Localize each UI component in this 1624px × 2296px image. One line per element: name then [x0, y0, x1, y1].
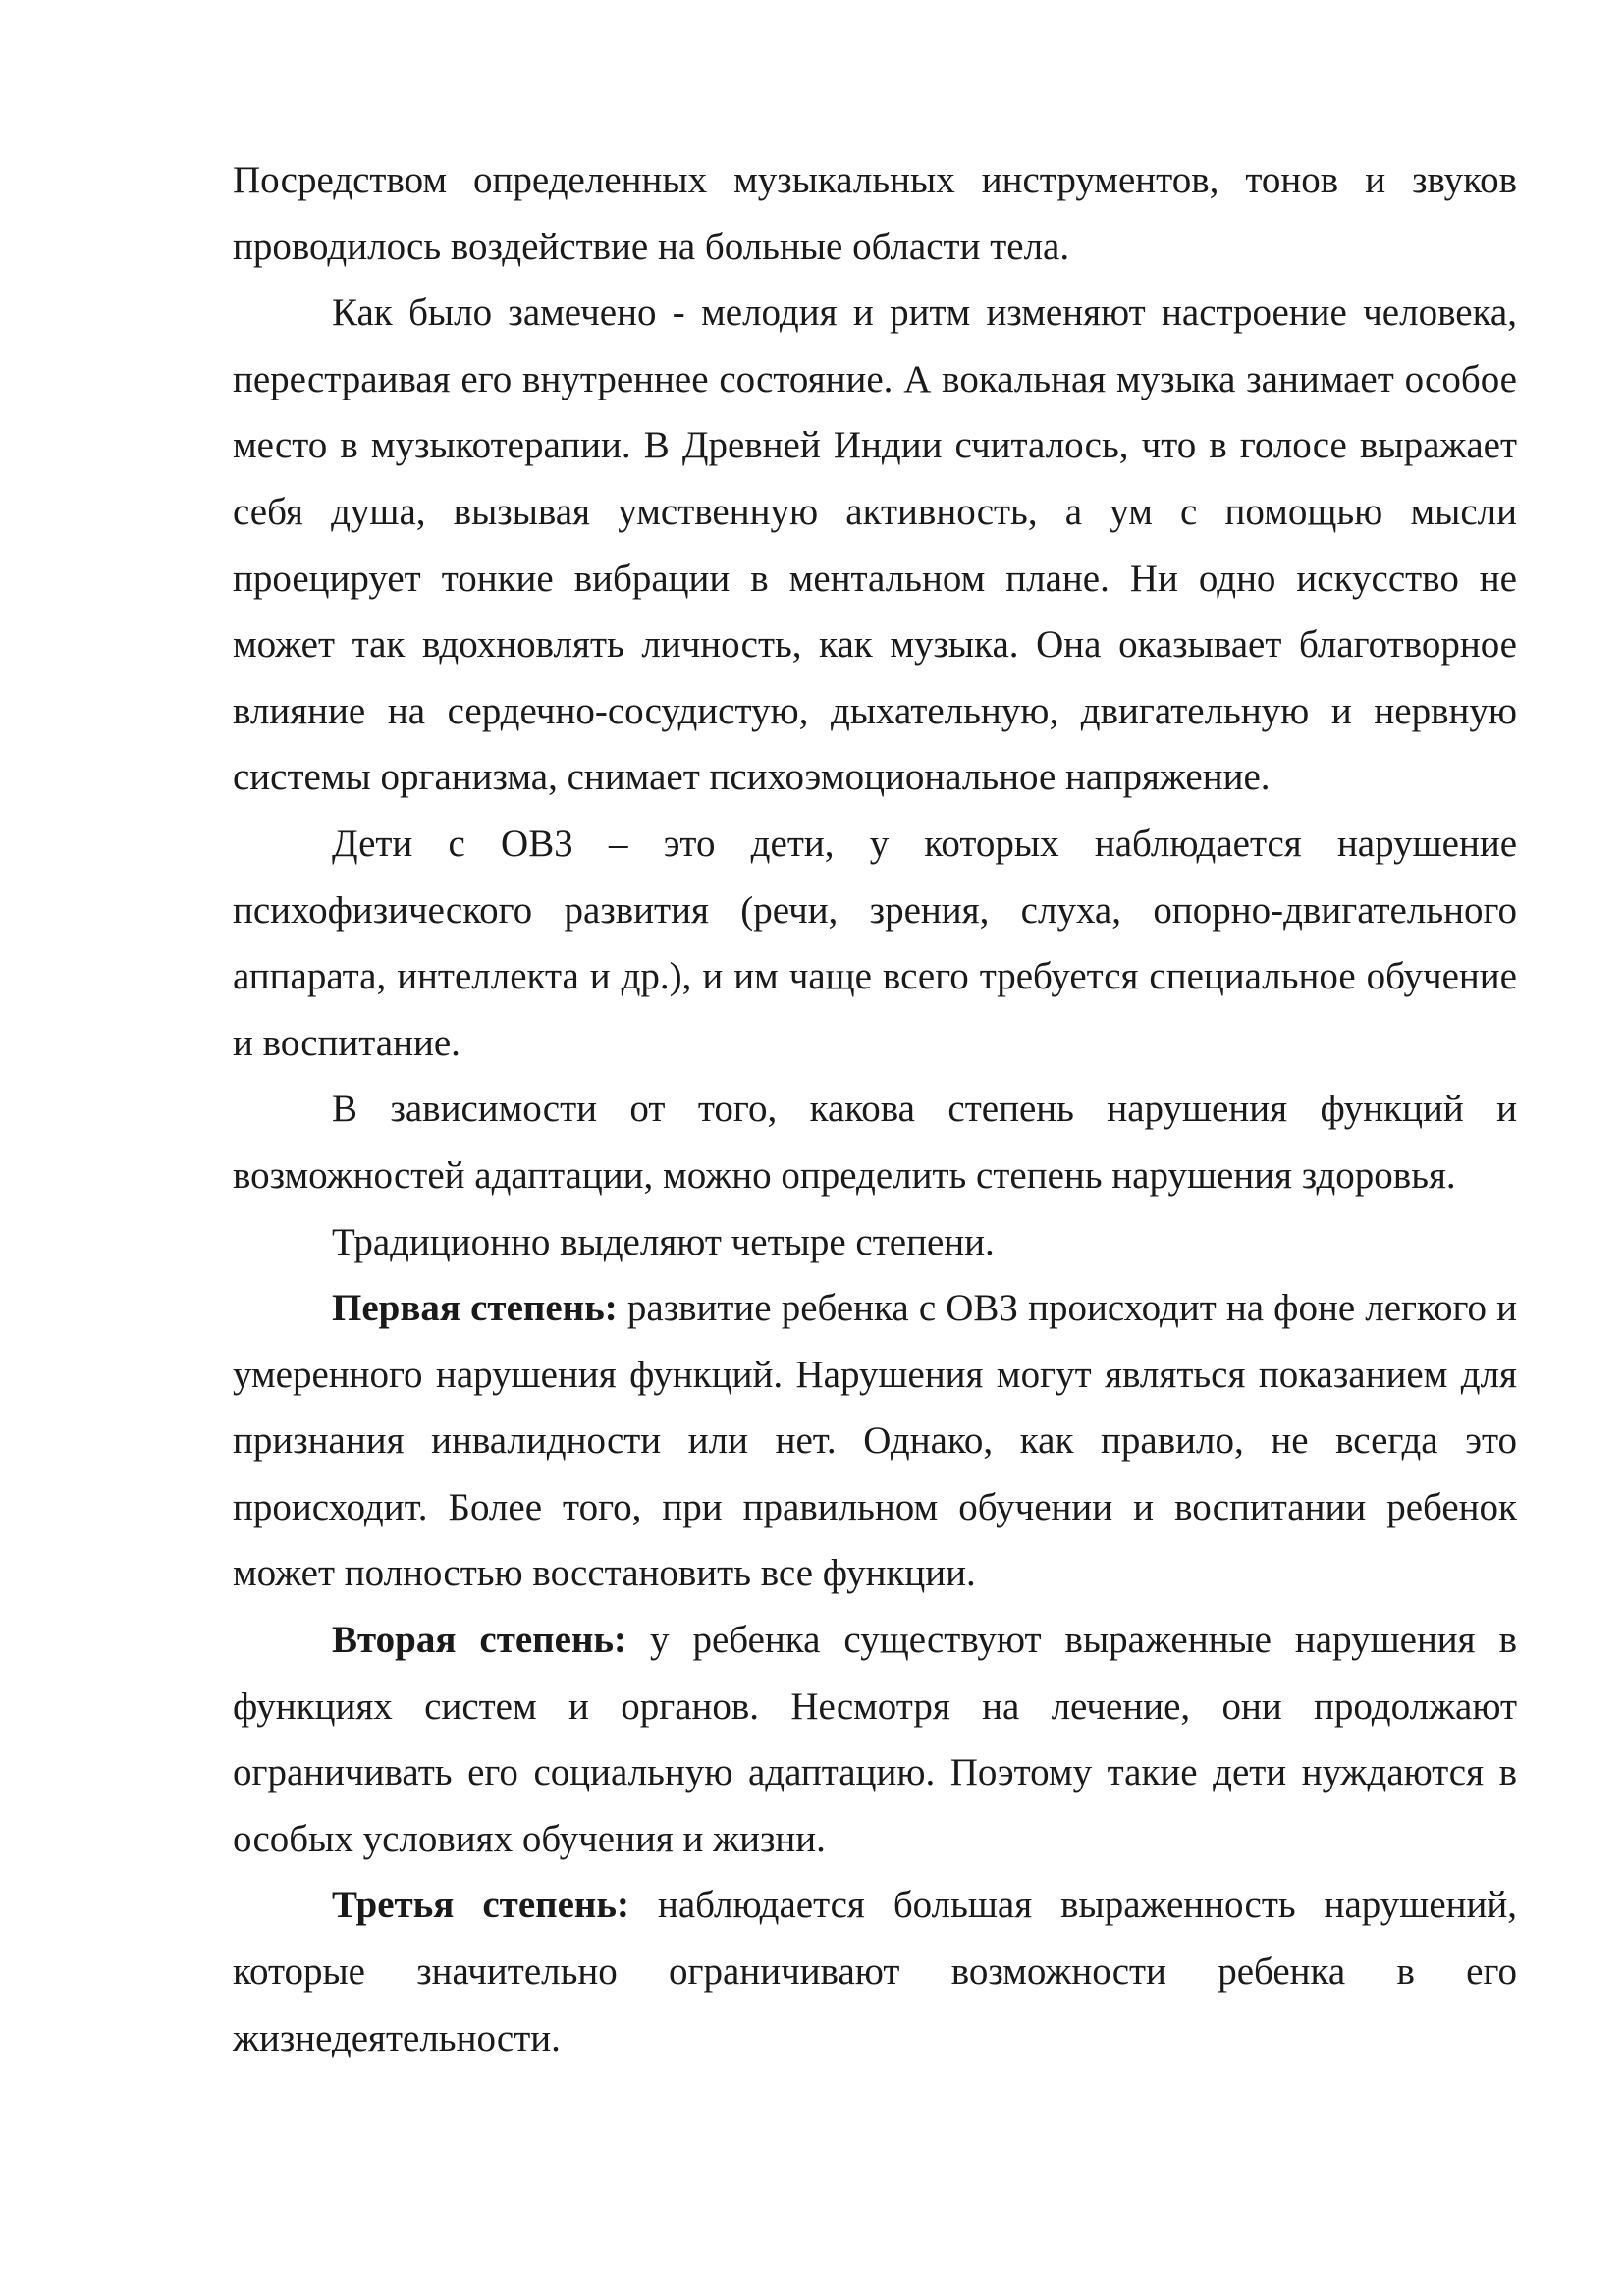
- second-degree-heading: Вторая степень:: [332, 1619, 627, 1662]
- third-degree-text: наблюдается большая выраженность нарушений, которые значительно ограничивают возможности ребенка в его жизнедеятельности.: [233, 1884, 1517, 2059]
- paragraph-first-degree: [233, 1275, 1517, 1607]
- first-degree-text: развитие ребенка с ОВЗ происходит на фоне легкого и умеренного нарушения функций. Нарушения могут являться показанием для признания инвалидности или нет. Однако, как правило, не всегда это происходит. Более того, при правильном обучении и воспитании ребенок может полностью восстановить все функции.: [233, 1287, 1517, 1595]
- paragraph-ovz-definition: Дети с ОВЗ – это дети, у которых наблюдается нарушение психофизического развития (речи, зрения, слуха, опорно-двигательного аппарата, интеллекта и др.), и им чаще всего требуется специальное обучение и воспитание.: [233, 822, 1517, 1064]
- paragraph-four-degrees: Традиционно выделяют четыре степени.: [332, 1220, 995, 1263]
- paragraph-impairment-degree: В зависимости от того, какова степень нарушения функций и возможностей адаптации, можно определить степень нарушения здоровья.: [233, 1088, 1517, 1197]
- first-degree-heading: Первая степень:: [332, 1287, 618, 1330]
- paragraph-third-degree: [233, 1872, 1517, 2071]
- paragraph-melody-rhythm: Как было замечено - мелодия и ритм изменяют настроение человека, перестраивая его внутреннее состояние. А вокальная музыка занимает особое место в музыкотерапии. В Древней Индии считалось, что в голосе выражает себя душа, вызывая умственную активность, а ум с помощью мысли проецирует тонкие вибрации в ментальном плане. Ни одно искусство не может так вдохновлять личность, как музыка. Она оказывает благотворное влияние на сердечно-сосудистую, дыхательную, двигательную и нервную системы организма, снимает психоэмоциональное напряжение.: [233, 292, 1517, 799]
- document-page: [233, 147, 1517, 2071]
- paragraph-music-instruments: Посредством определенных музыкальных инструментов, тонов и звуков проводилось воздействие на больные области тела.: [233, 159, 1517, 268]
- third-degree-heading: Третья степень:: [332, 1884, 630, 1927]
- paragraph-second-degree: [233, 1607, 1517, 1872]
- second-degree-text: у ребенка существуют выраженные нарушения в функциях систем и органов. Несмотря на лечение, они продолжают ограничивать его социальную адаптацию. Поэтому такие дети нуждаются в особых условиях обучения и жизни.: [233, 1619, 1517, 1860]
